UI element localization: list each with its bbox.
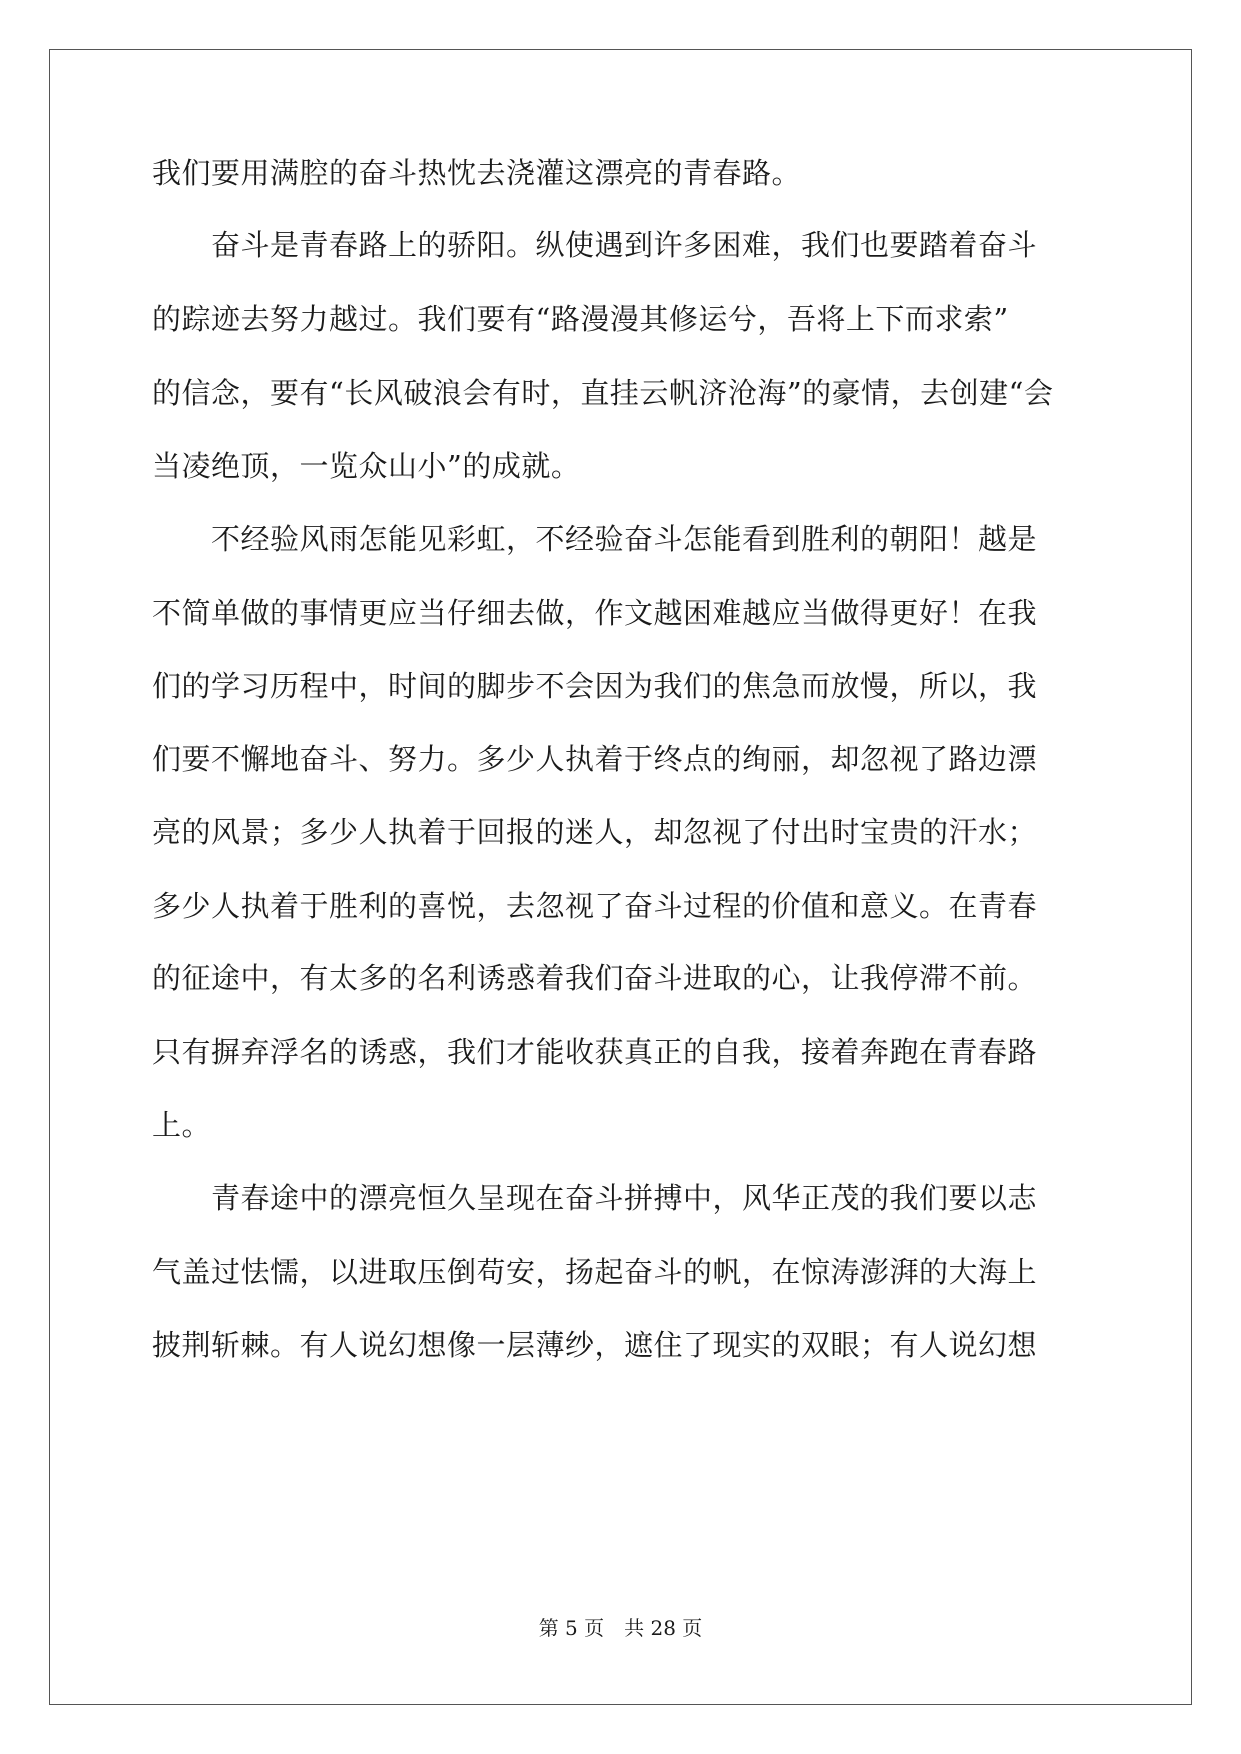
page-footer <box>0 1616 1241 1640</box>
text-line: 上。 <box>152 1108 212 1142</box>
text-line: 我们要用满腔的奋斗热忱去浇灌这漂亮的青春路。 <box>152 156 802 190</box>
text-line: 们的学习历程中，时间的脚步不会因为我们的焦急而放慢，所以，我 <box>152 669 1038 703</box>
page-border <box>49 49 1192 1705</box>
text-line: 的征途中，有太多的名利诱惑着我们奋斗进取的心，让我停滞不前。 <box>152 961 1038 995</box>
text-line: 的信念，要有“长风破浪会有时，直挂云帆济沧海”的豪情，去创建“会 <box>152 376 1054 410</box>
text-line: 青春途中的漂亮恒久呈现在奋斗拼搏中，风华正茂的我们要以志 <box>152 1181 1038 1215</box>
text-line: 们要不懈地奋斗、努力。多少人执着于终点的绚丽，却忽视了路边漂 <box>152 742 1038 776</box>
page-number: 第 5 页 <box>538 1616 605 1640</box>
text-line: 的踪迹去努力越过。我们要有“路漫漫其修运兮，吾将上下而求索” <box>152 302 1009 336</box>
text-line: 不经验风雨怎能见彩虹，不经验奋斗怎能看到胜利的朝阳！越是 <box>152 522 1038 556</box>
text-line: 多少人执着于胜利的喜悦，去忽视了奋斗过程的价值和意义。在青春 <box>152 889 1038 923</box>
text-line: 当凌绝顶，一览众山小”的成就。 <box>152 449 581 483</box>
text-line: 气盖过怯懦，以进取压倒苟安，扬起奋斗的帆，在惊涛澎湃的大海上 <box>152 1255 1038 1289</box>
text-line: 奋斗是青春路上的骄阳。纵使遇到许多困难，我们也要踏着奋斗 <box>152 228 1038 262</box>
text-line: 不简单做的事情更应当仔细去做，作文越困难越应当做得更好！在我 <box>152 596 1038 630</box>
page-total: 共 28 页 <box>624 1616 703 1640</box>
text-line: 披荆斩棘。有人说幻想像一层薄纱，遮住了现实的双眼；有人说幻想 <box>152 1328 1038 1362</box>
text-line: 亮的风景；多少人执着于回报的迷人，却忽视了付出时宝贵的汗水； <box>152 815 1038 849</box>
text-line: 只有摒弃浮名的诱惑，我们才能收获真正的自我，接着奔跑在青春路 <box>152 1035 1038 1069</box>
